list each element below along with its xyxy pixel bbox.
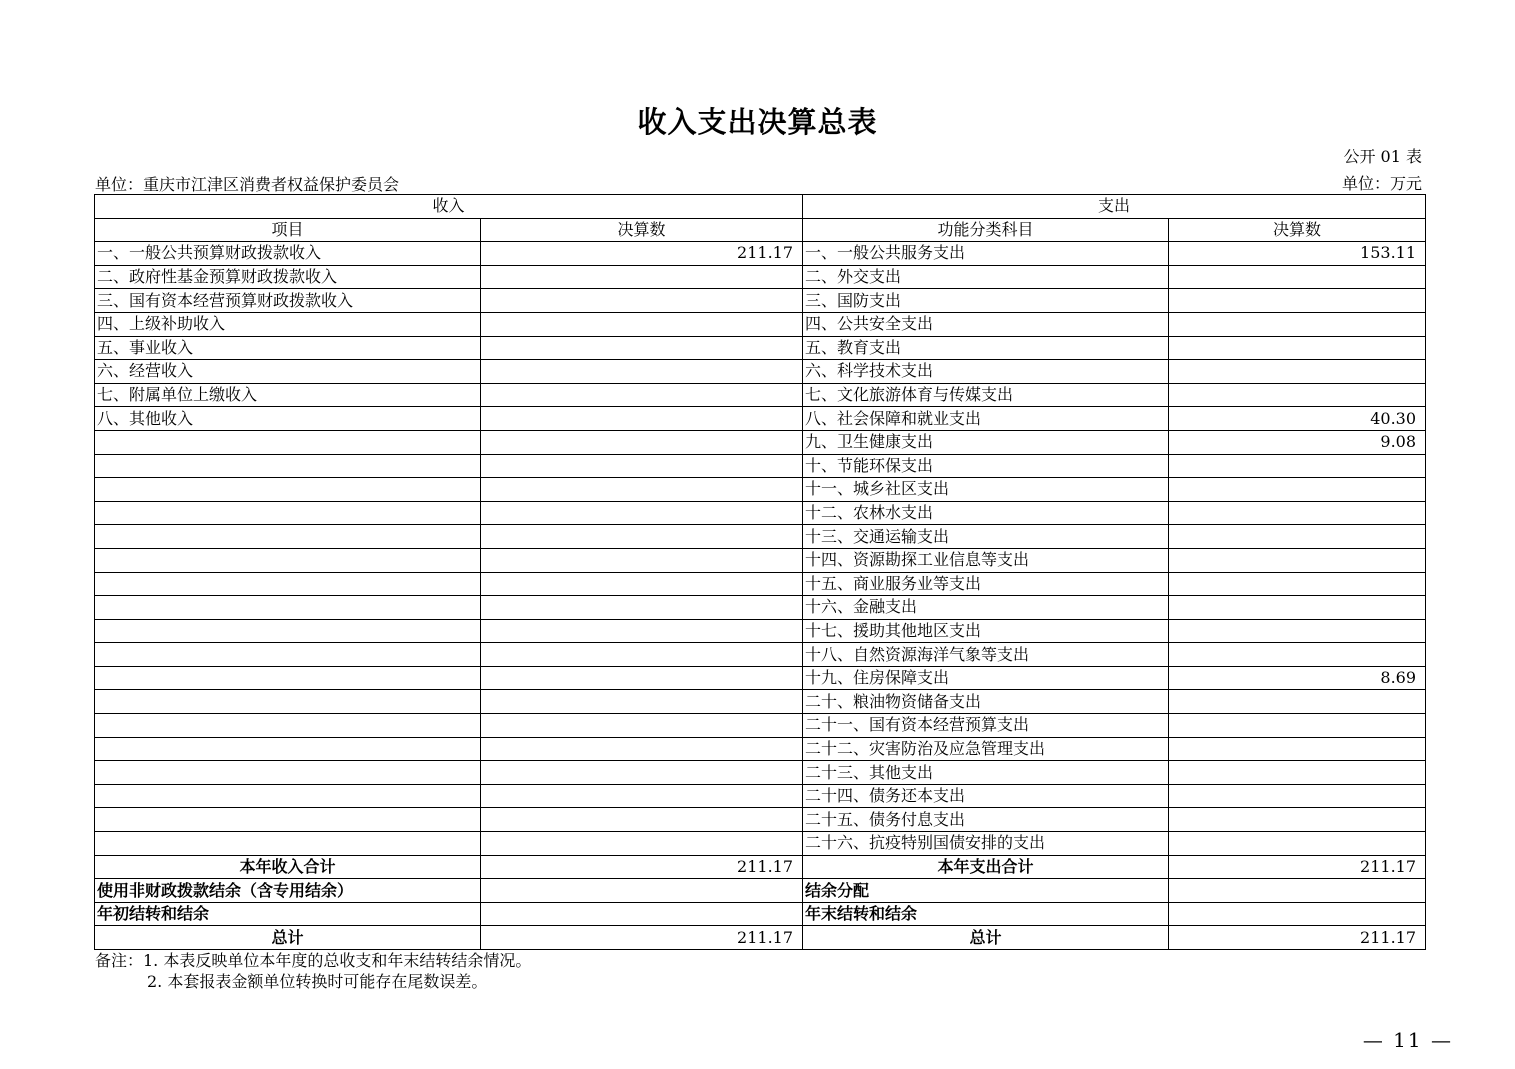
income-subtotal-amount: 211.17 — [481, 855, 803, 879]
expense-item-cell: 十九、住房保障支出 — [803, 666, 1169, 690]
income-amount-cell — [481, 879, 803, 903]
expense-item-cell: 十三、交通运输支出 — [803, 525, 1169, 549]
income-amount-cell — [481, 902, 803, 926]
table-row — [95, 596, 1426, 620]
income-amount-cell — [481, 714, 803, 738]
income-amount-cell: 211.17 — [481, 242, 803, 266]
income-amount-cell — [481, 666, 803, 690]
expense-amount-cell — [1169, 383, 1426, 407]
income-item-cell — [95, 548, 481, 572]
income-item-cell — [95, 501, 481, 525]
expense-amount-cell — [1169, 690, 1426, 714]
income-amount-cell — [481, 619, 803, 643]
income-total-amount: 211.17 — [481, 926, 803, 950]
income-amount-cell — [481, 430, 803, 454]
income-item-cell — [95, 784, 481, 808]
expense-amount-cell — [1169, 454, 1426, 478]
table-row — [95, 430, 1426, 454]
income-amount-cell — [481, 690, 803, 714]
expense-amount-cell — [1169, 879, 1426, 903]
income-item-cell: 年初结转和结余 — [95, 902, 481, 926]
expense-amount-cell — [1169, 289, 1426, 313]
expense-amount-cell — [1169, 902, 1426, 926]
table-row — [95, 902, 1426, 926]
expense-amount-cell — [1169, 525, 1426, 549]
table-row — [95, 690, 1426, 714]
expense-item-cell: 八、社会保障和就业支出 — [803, 407, 1169, 431]
form-number: 公开 01 表 — [1343, 147, 1422, 166]
income-item-cell: 八、其他收入 — [95, 407, 481, 431]
expense-subtotal-label: 本年支出合计 — [803, 855, 1169, 879]
income-amount-cell — [481, 572, 803, 596]
table-row — [95, 478, 1426, 502]
expense-item-cell: 十五、商业服务业等支出 — [803, 572, 1169, 596]
item-column-header: 项目 — [95, 218, 481, 242]
total-row — [95, 926, 1426, 950]
income-expense-table — [94, 194, 1426, 950]
expense-subtotal-amount: 211.17 — [1169, 855, 1426, 879]
expense-amount-cell: 153.11 — [1169, 242, 1426, 266]
expense-amount-cell — [1169, 501, 1426, 525]
expense-amount-cell — [1169, 312, 1426, 336]
expense-item-cell: 六、科学技术支出 — [803, 360, 1169, 384]
expense-amount-cell — [1169, 808, 1426, 832]
table-row — [95, 666, 1426, 690]
expense-total-label: 总计 — [803, 926, 1169, 950]
table-row — [95, 619, 1426, 643]
unit-currency: 单位：万元 — [1341, 174, 1422, 193]
table-row — [95, 312, 1426, 336]
note-line-2: 2. 本套报表金额单位转换时可能存在尾数误差。 — [147, 972, 488, 991]
income-amount-cell — [481, 548, 803, 572]
income-item-cell — [95, 430, 481, 454]
income-item-cell — [95, 666, 481, 690]
note-line-1: 备注：1. 本表反映单位本年度的总收支和年末结转结余情况。 — [95, 951, 532, 970]
expense-item-cell: 十二、农林水支出 — [803, 501, 1169, 525]
notes — [95, 950, 531, 992]
income-amount-cell — [481, 383, 803, 407]
expense-item-cell: 二十四、债务还本支出 — [803, 784, 1169, 808]
income-amount-cell — [481, 525, 803, 549]
table-row — [95, 525, 1426, 549]
table-row — [95, 454, 1426, 478]
income-amount-cell — [481, 737, 803, 761]
table-row — [95, 808, 1426, 832]
table-row — [95, 383, 1426, 407]
income-item-cell: 五、事业收入 — [95, 336, 481, 360]
expense-amount-cell — [1169, 478, 1426, 502]
expense-item-cell: 年末结转和结余 — [803, 902, 1169, 926]
expense-item-cell: 十八、自然资源海洋气象等支出 — [803, 643, 1169, 667]
income-amount-cell — [481, 454, 803, 478]
table-row — [95, 572, 1426, 596]
income-item-cell — [95, 596, 481, 620]
expense-item-cell: 五、教育支出 — [803, 336, 1169, 360]
expense-amount-cell — [1169, 761, 1426, 785]
expense-amount-cell — [1169, 737, 1426, 761]
income-amount-cell — [481, 407, 803, 431]
income-subtotal-label: 本年收入合计 — [95, 855, 481, 879]
income-amount-cell — [481, 784, 803, 808]
expense-amount-cell — [1169, 596, 1426, 620]
income-item-cell — [95, 525, 481, 549]
table-row — [95, 336, 1426, 360]
table-row — [95, 242, 1426, 266]
income-item-cell: 七、附属单位上缴收入 — [95, 383, 481, 407]
income-amount-column-header: 决算数 — [481, 218, 803, 242]
expense-item-cell: 十七、援助其他地区支出 — [803, 619, 1169, 643]
table-row — [95, 407, 1426, 431]
table-row — [95, 501, 1426, 525]
income-amount-cell — [481, 478, 803, 502]
income-header: 收入 — [95, 195, 803, 219]
income-item-cell — [95, 761, 481, 785]
expense-item-cell: 二十五、债务付息支出 — [803, 808, 1169, 832]
income-item-cell — [95, 454, 481, 478]
income-item-cell: 三、国有资本经营预算财政拨款收入 — [95, 289, 481, 313]
expense-item-cell: 十六、金融支出 — [803, 596, 1169, 620]
header-row-columns — [95, 218, 1426, 242]
expense-amount-cell — [1169, 714, 1426, 738]
page-number: — 11 — — [1362, 1028, 1453, 1052]
header-row-group — [95, 195, 1426, 219]
table-row — [95, 784, 1426, 808]
table-row — [95, 643, 1426, 667]
table-row — [95, 761, 1426, 785]
expense-total-amount: 211.17 — [1169, 926, 1426, 950]
expense-header: 支出 — [803, 195, 1426, 219]
expense-amount-column-header: 决算数 — [1169, 218, 1426, 242]
income-item-cell — [95, 737, 481, 761]
expense-amount-cell — [1169, 619, 1426, 643]
expense-amount-cell: 8.69 — [1169, 666, 1426, 690]
expense-amount-cell — [1169, 548, 1426, 572]
income-amount-cell — [481, 336, 803, 360]
expense-item-cell: 四、公共安全支出 — [803, 312, 1169, 336]
income-amount-cell — [481, 501, 803, 525]
expense-amount-cell — [1169, 360, 1426, 384]
expense-item-cell: 十四、资源勘探工业信息等支出 — [803, 548, 1169, 572]
expense-item-cell: 二十一、国有资本经营预算支出 — [803, 714, 1169, 738]
expense-item-cell: 二十二、灾害防治及应急管理支出 — [803, 737, 1169, 761]
table-row — [95, 879, 1426, 903]
income-item-cell — [95, 832, 481, 856]
income-item-cell: 六、经营收入 — [95, 360, 481, 384]
expense-item-cell: 七、文化旅游体育与传媒支出 — [803, 383, 1169, 407]
income-item-cell — [95, 643, 481, 667]
income-item-cell — [95, 619, 481, 643]
income-amount-cell — [481, 360, 803, 384]
expense-amount-cell — [1169, 643, 1426, 667]
func-item-column-header: 功能分类科目 — [803, 218, 1169, 242]
income-amount-cell — [481, 312, 803, 336]
table-row — [95, 737, 1426, 761]
income-item-cell — [95, 808, 481, 832]
income-item-cell — [95, 714, 481, 738]
table-row — [95, 265, 1426, 289]
expense-item-cell: 三、国防支出 — [803, 289, 1169, 313]
page-title: 收入支出决算总表 — [637, 105, 878, 139]
table-row — [95, 289, 1426, 313]
expense-item-cell: 二十六、抗疫特别国债安排的支出 — [803, 832, 1169, 856]
expense-amount-cell — [1169, 336, 1426, 360]
income-amount-cell — [481, 832, 803, 856]
income-item-cell: 一、一般公共预算财政拨款收入 — [95, 242, 481, 266]
income-item-cell: 二、政府性基金预算财政拨款收入 — [95, 265, 481, 289]
expense-amount-cell: 9.08 — [1169, 430, 1426, 454]
expense-item-cell: 十、节能环保支出 — [803, 454, 1169, 478]
expense-item-cell: 十一、城乡社区支出 — [803, 478, 1169, 502]
income-item-cell — [95, 690, 481, 714]
income-amount-cell — [481, 761, 803, 785]
expense-amount-cell — [1169, 572, 1426, 596]
expense-item-cell: 二、外交支出 — [803, 265, 1169, 289]
expense-item-cell: 一、一般公共服务支出 — [803, 242, 1169, 266]
expense-amount-cell — [1169, 784, 1426, 808]
income-item-cell: 四、上级补助收入 — [95, 312, 481, 336]
expense-amount-cell: 40.30 — [1169, 407, 1426, 431]
expense-amount-cell — [1169, 265, 1426, 289]
income-amount-cell — [481, 643, 803, 667]
table-row — [95, 360, 1426, 384]
income-item-cell: 使用非财政拨款结余（含专用结余） — [95, 879, 481, 903]
expense-amount-cell — [1169, 832, 1426, 856]
income-amount-cell — [481, 808, 803, 832]
income-total-label: 总计 — [95, 926, 481, 950]
table-row — [95, 548, 1426, 572]
expense-item-cell: 二十三、其他支出 — [803, 761, 1169, 785]
expense-item-cell: 二十、粮油物资储备支出 — [803, 690, 1169, 714]
income-item-cell — [95, 478, 481, 502]
income-item-cell — [95, 572, 481, 596]
table-row — [95, 714, 1426, 738]
table-row — [95, 832, 1426, 856]
income-amount-cell — [481, 289, 803, 313]
expense-item-cell: 结余分配 — [803, 879, 1169, 903]
subtotal-row — [95, 855, 1426, 879]
expense-item-cell: 九、卫生健康支出 — [803, 430, 1169, 454]
unit-organization: 单位：重庆市江津区消费者权益保护委员会 — [95, 175, 400, 194]
income-amount-cell — [481, 265, 803, 289]
income-amount-cell — [481, 596, 803, 620]
